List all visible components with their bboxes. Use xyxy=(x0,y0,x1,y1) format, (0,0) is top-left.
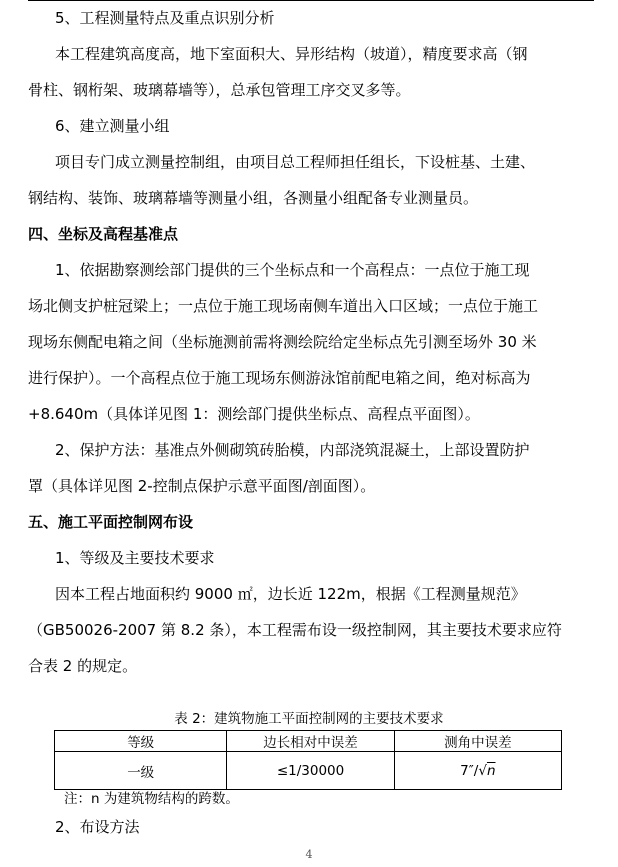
spec-table xyxy=(54,730,562,790)
paragraph-line: 钢结构、装饰、玻璃幕墙等测量小组，各测量小组配备专业测量员。 xyxy=(28,189,479,207)
table-row xyxy=(55,752,562,790)
header-angle-error: 测角中误差 xyxy=(394,731,561,752)
header-side-error: 边长相对中误差 xyxy=(227,731,394,752)
radical-sign: √ xyxy=(478,762,487,779)
table-header-row xyxy=(55,731,562,752)
paragraph-line: 骨柱、钢桁架、玻璃幕墙等），总承包管理工序交叉多等。 xyxy=(28,81,411,99)
paragraph-line: 合表 2 的规定。 xyxy=(28,657,138,675)
section-heading-6: 6、建立测量小组 xyxy=(55,117,170,135)
cell-level: 一级 xyxy=(55,752,227,790)
paragraph-line: 罩（具体详见图 2-控制点保护示意平面图/剖面图）。 xyxy=(28,477,376,495)
table-caption: 表 2：建筑物施工平面控制网的主要技术要求 xyxy=(174,711,444,727)
paragraph-line: 项目专门成立测量控制组，由项目总工程师担任组长，下设桩基、土建、 xyxy=(55,153,536,171)
paragraph-line: 因本工程占地面积约 9000 ㎡，边长近 122m，根据《工程测量规范》 xyxy=(55,585,526,603)
paragraph-line: （GB50026-2007 第 8.2 条），本工程需布设一级控制网，其主要技术要求应符 xyxy=(28,621,562,639)
chapter-heading-5: 五、施工平面控制网布设 xyxy=(28,513,194,531)
paragraph-line: 2、保护方法：基准点外侧砌筑砖胎模，内部浇筑混凝土，上部设置防护 xyxy=(55,441,530,459)
cell-angle-error xyxy=(394,752,561,790)
section-heading-5: 5、工程测量特点及重点识别分析 xyxy=(55,9,275,27)
paragraph-line: 现场东侧配电箱之间（坐标施测前需将测绘院给定坐标点先引测至场外 30 米 xyxy=(28,333,537,351)
radicand-var: n xyxy=(486,762,496,779)
angle-error-prefix: 7″/ xyxy=(460,762,479,779)
paragraph-line: 本工程建筑高度高，地下室面积大、异形结构（坡道），精度要求高（钢 xyxy=(55,45,528,63)
header-rule xyxy=(28,0,594,1)
chapter-heading-4: 四、坐标及高程基准点 xyxy=(28,225,179,243)
subsection-heading: 1、等级及主要技术要求 xyxy=(55,549,215,567)
header-level: 等级 xyxy=(55,731,227,752)
table-note: 注：n 为建筑物结构的跨数。 xyxy=(64,791,239,807)
page-number: 4 xyxy=(305,848,313,861)
paragraph-line: 场北侧支护桩冠梁上；一点位于施工现场南侧车道出入口区域；一点位于施工 xyxy=(28,297,539,315)
paragraph-line: +8.640m（具体详见图 1：测绘部门提供坐标点、高程点平面图）。 xyxy=(28,405,480,423)
cell-side-error: ≤1/30000 xyxy=(227,752,394,790)
paragraph-line: 1、依据勘察测绘部门提供的三个坐标点和一个高程点：一点位于施工现 xyxy=(55,261,530,279)
subsection-heading: 2、布设方法 xyxy=(55,818,140,836)
paragraph-line: 进行保护）。一个高程点位于施工现场东侧游泳馆前配电箱之间，绝对标高为 xyxy=(28,369,531,387)
